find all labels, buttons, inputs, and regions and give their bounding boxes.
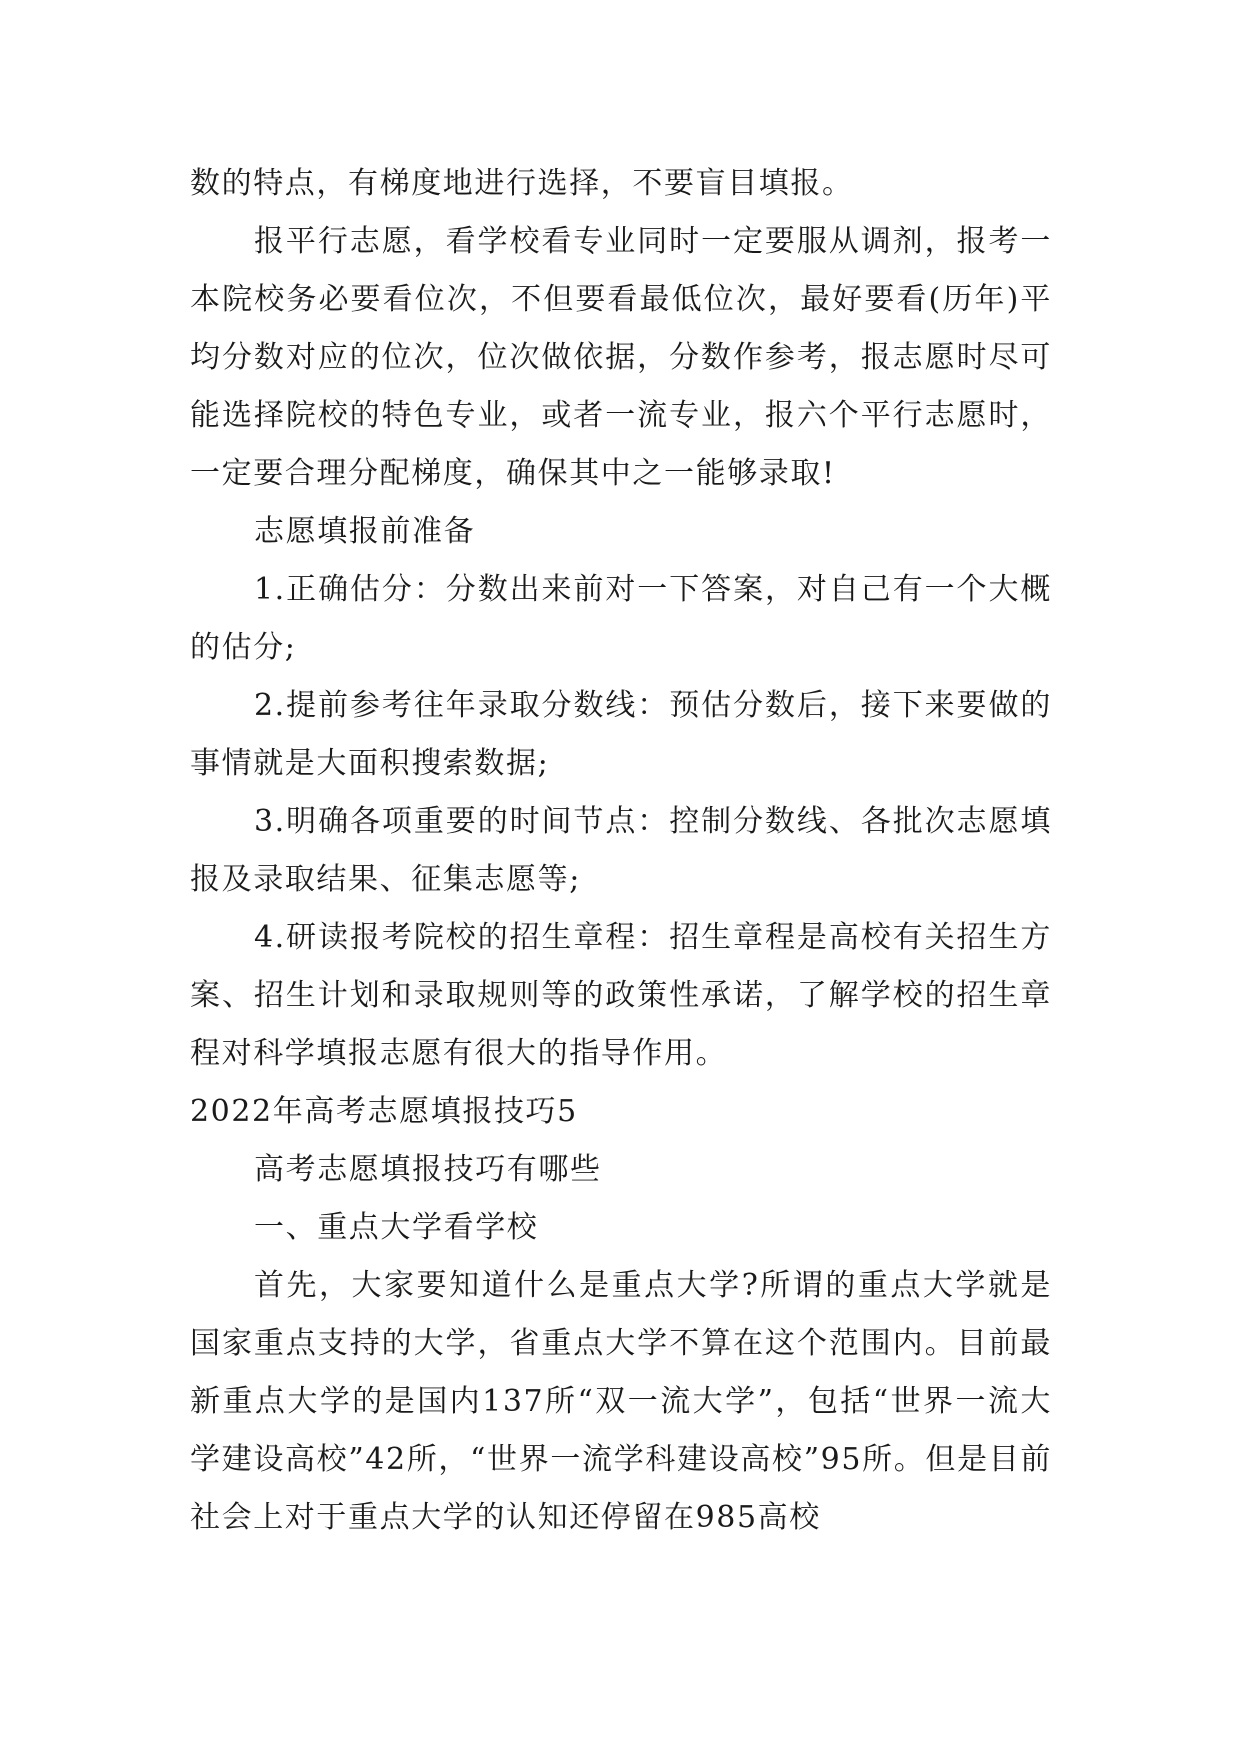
paragraph-preparation-title: 志愿填报前准备	[254, 514, 476, 549]
paragraph-subheading-key-universities: 一、重点大学看学校	[254, 1210, 539, 1245]
paragraph-step-4: 4.研读报考院校的招生章程：招生章程是高校有关招生方案、招生计划和录取规则等的政策性承诺，了解学校的招生章程对科学填报志愿有很大的指导作用。	[190, 920, 1052, 1071]
paragraph-parallel-volunteer: 报平行志愿，看学校看专业同时一定要服从调剂，报考一本院校务必要看位次，不但要看最低位次，最好要看(历年)平均分数对应的位次，位次做依据，分数作参考，报志愿时尽可能选择院校的特色专业，或者一流专业，报六个平行志愿时，一定要合理分配梯度，确保其中之一能够录取!	[190, 224, 1052, 491]
paragraph-continuation: 数的特点，有梯度地进行选择，不要盲目填报。	[190, 166, 854, 201]
paragraph-step-1: 1.正确估分：分数出来前对一下答案，对自己有一个大概的估分;	[190, 572, 1052, 665]
paragraph-step-3: 3.明确各项重要的时间节点：控制分数线、各批次志愿填报及录取结果、征集志愿等;	[190, 804, 1052, 897]
document-body	[190, 155, 1052, 1547]
paragraph-key-universities: 首先，大家要知道什么是重点大学?所谓的重点大学就是国家重点支持的大学，省重点大学不算在这个范围内。目前最新重点大学的是国内137所“双一流大学”，包括“世界一流大学建设高校”42所，“世界一流学科建设高校”95所。但是目前社会上对于重点大学的认知还停留在985高校	[190, 1268, 1052, 1535]
section-heading: 2022年高考志愿填报技巧5	[190, 1094, 578, 1129]
paragraph-step-2: 2.提前参考往年录取分数线：预估分数后，接下来要做的事情就是大面积搜索数据;	[190, 688, 1052, 781]
paragraph-tips-title: 高考志愿填报技巧有哪些	[254, 1152, 602, 1187]
